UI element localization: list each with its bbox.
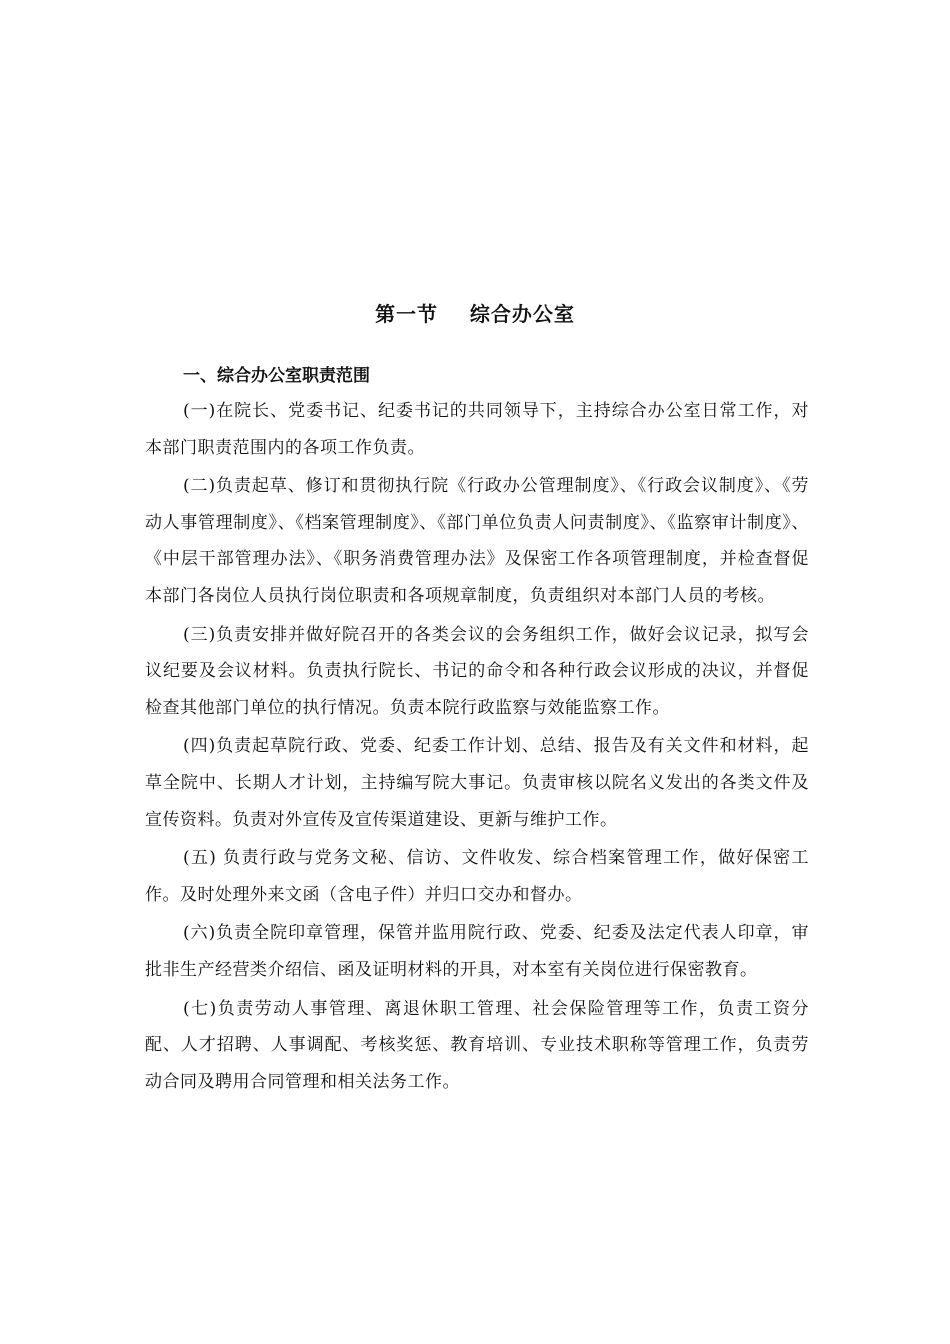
paragraph-6: (六)负责全院印章管理，保管并监用院行政、党委、纪委及法定代表人印章，审批非生产经营类介绍信、函及证明材料的开具，对本室有关岗位进行保密教育。 [145,923,809,980]
paragraph-4: (四)负责起草院行政、党委、纪委工作计划、总结、报告及有关文件和材料，起草全院中、长期人才计划，主持编写院大事记。负责审核以院名义发出的各类文件及宣传资料。负责对外宣传及宣传渠道建设、更新与维护工作。 [145,736,809,830]
paragraph-1: (一)在院长、党委书记、纪委书记的共同领导下，主持综合办公室日常工作，对本部门职责范围内的各项工作负责。 [145,401,809,458]
document-body [145,362,809,1102]
subheading: 一、综合办公室职责范围 [183,366,370,386]
section-title: 第一节 综合办公室 [375,302,575,326]
paragraph-2: (二)负责起草、修订和贯彻执行院《行政办公管理制度》、《行政会议制度》、《劳动人事管理制度》、《档案管理制度》、《部门单位负责人问责制度》、《监察审计制度》、《中层干部管理办法》、《职务消费管理办法》及保密工作各项管理制度，并检查督促本部门各岗位人员执行岗位职责和各项规章制度，负责组织对本部门人员的考核。 [145,476,809,606]
paragraph-3: (三)负责安排并做好院召开的各类会议的会务组织工作，做好会议记录，拟写会议纪要及会议材料。负责执行院长、书记的命令和各种行政会议形成的决议，并督促检查其他部门单位的执行情况。负责本院行政监察与效能监察工作。 [145,624,809,718]
paragraph-7: (七)负责劳动人事管理、离退休职工管理、社会保险管理等工作，负责工资分配、人才招聘、人事调配、考核奖惩、教育培训、专业技术职称等管理工作，负责劳动合同及聘用合同管理和相关法务工作。 [145,998,809,1092]
paragraph-5: (五) 负责行政与党务文秘、信访、文件收发、综合档案管理工作，做好保密工作。及时处理外来文函（含电子件）并归口交办和督办。 [145,848,809,905]
